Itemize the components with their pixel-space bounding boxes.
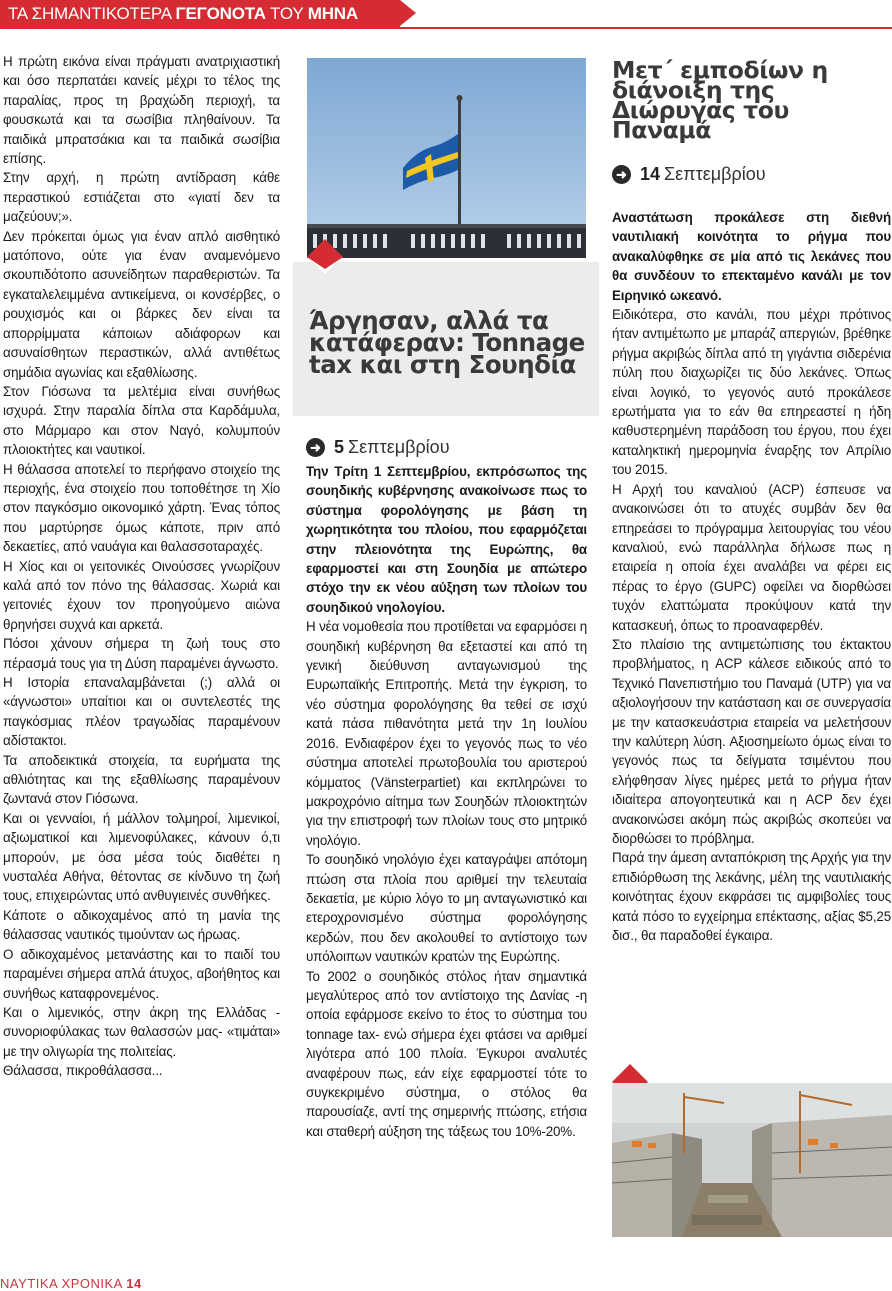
- sweden-article-title: Άργησαν, αλλά τα κατάφεραν: Tonnage tax και στη Σουηδία: [309, 306, 585, 379]
- section-title-part: ΤΑ ΣΗΜΑΝΤΙΚΟΤΕΡΑ: [8, 4, 176, 23]
- swedish-flag-photo: [307, 58, 586, 258]
- publication-name: ΝΑΥΤΙΚΑ ΧΡΟΝΙΚΑ: [0, 1276, 123, 1291]
- paragraph: Η νέα νομοθεσία που προτίθεται να εφαρμόσει η σουηδική κυβέρνηση θα εξεταστεί και από τη γενική διεύθυνση ανταγωνισμού της Ευρωπαϊκής Επιτροπής. Μετά την έγκριση, το νέο σύστημα φορολόγησης θα τεθεί σε ισχύ κατά πάσα πιθανότητα μετά την 1η Ιουλίου 2016. Ενδιαφέρον έχει το γεγονός πως το νέο σύστημα αποτελεί πρωτοβουλία του αριστερού κόμματος (Vänsterpartiet) και εκπληρώνει το μακροχρόνιο αίτημα των Σουηδών πλοιοκτητών για την επιστροφή των πλοίων τους στο μητρικό νηολόγιο.: [306, 619, 587, 848]
- page-number: 14: [126, 1276, 142, 1291]
- panama-dateline: [612, 164, 766, 185]
- left-column-text: [3, 52, 280, 1081]
- paragraph: Θάλασσα, πικροθάλασσα...: [3, 1063, 163, 1079]
- panama-article-body: [612, 208, 891, 945]
- header-rule: [0, 27, 892, 29]
- paragraph: Πόσοι χάνουν σήμερα τη ζωή τους στο πέρασμά τους για τη Δύση παραμένει άγνωστο.: [3, 636, 280, 671]
- date-day: 5: [334, 437, 345, 457]
- article-lead: Αναστάτωση προκάλεσε στη διεθνή ναυτιλιακή κοινότητα το ρήγμα που ανακαλύφθηκε σε μία από τις λεκάνες που θα συνδέουν το επεκταμένο κανάλι με τον Ειρηνικό ωκεανό.: [612, 210, 891, 303]
- paragraph: Στον Γιόσωνα τα μελτέμια είναι συνήθως ισχυρά. Στην παραλία δίπλα στα Καρδάμυλα, στο Μάρμαρο και στον Ναγό, κολυμπούν πλοιοκτήτες και ναυτικοί.: [3, 383, 280, 458]
- section-title-bold: ΜΗΝΑ: [307, 4, 358, 23]
- paragraph: Και οι γενναίοι, ή μάλλον τολμηροί, λιμενικοί, αξιωματικοί και λιμενοφύλακες, κάνουν ό,τι μπορούν, με όσα μέσα τούς διαθέτει η νυσταλέα Αθήνα, θέτοντας σε κίνδυνο τη ζωή τους, επιχειρώντας υπό ανθυγιεινές συνθήκες.: [3, 810, 280, 904]
- date-day: 14: [640, 164, 661, 184]
- paragraph: Το σουηδικό νηολόγιο έχει καταγράψει απότομη πτώση στα πλοία που αριθμεί την τελευταία δεκαετία, με κύριο λόγο το μη ανταγωνιστικό και ετεροχρονισμένο σύστημα φορολόγησης κερδών, που δεν ακολουθεί το αντίστοιχο των υπόλοιπων ναυτικών κρατών της Ευρώπης.: [306, 852, 587, 965]
- paragraph: Η πρώτη εικόνα είναι πράγματι ανατριχιαστική και όσο περπατάει κανείς μέχρι το τέλος της παραλίας, προς τη βραχώδη περιοχή, τα φουσκωτά και τα σωσίβια πληθαίνουν. Τα παιδικά μπρατσάκια και τα παιδικά σωσίβια επίσης.: [3, 54, 280, 167]
- section-title-bold: ΓΕΓΟΝΟΤΑ: [175, 4, 266, 23]
- paragraph: Και ο λιμενικός, στην άκρη της Ελλάδας - συνοριοφύλακας των θαλασσών μας- «τιμάται» με την ολιγωρία της πολιτείας.: [3, 1004, 280, 1059]
- panama-article-title: Μετ΄ εμποδίων η διάνοιξη της Διώρυγας του Παναμά: [612, 56, 828, 144]
- paragraph: Η Χίος και οι γειτονικές Οινούσσες γνωρίζουν καλά από τον πόνο της θάλασσας. Χωριά και γειτονιές έχουν τον προηγούμενο αιώνα θρηνήσει συχνά και αρκετά.: [3, 558, 280, 632]
- paragraph: Ειδικότερα, στο κανάλι, που μέχρι πρότινος ήταν αντιμέτωπο με μπαράζ απεργιών, βρέθηκε ρήγμα ακριβώς δίπλα από τη γιγάντια σιδερένια πύλη που διαχωρίζει τις δύο λεκάνες. Όπως είναι λογικό, το γεγονός αυτό προκάλεσε ερωτήματα για το εάν θα επηρεαστεί η ήδη καθυστερημένη παράδοση του έργου, που έχει καταληκτική ημερομηνία έναρξης τον Απρίλιο του 2015.: [612, 307, 891, 478]
- paragraph: Δεν πρόκειται όμως για έναν απλό αισθητικό ματόπονο, ούτε για έναν αναμενόμενο σκουπιδότοπο ασυνείδητων παραθεριστών. Τα εγκαταλελειμμένα αντικείμενα, οι κονσέρβες, ο ρουχισμός και οι βάρκες δεν είναι τα απορρίμματα κάποιων αδιάφορων και ασυναίσθητων περαστικών, αλλά αντιθέτως σημάδια αγωνίας και εξαθλίωσης.: [3, 228, 280, 380]
- sweden-article-body: [306, 462, 587, 1141]
- article-lead: Την Τρίτη 1 Σεπτεμβρίου, εκπρόσωπος της σουηδικής κυβέρνησης ανακοίνωσε πως το σύστημα φορολόγησης με βάση τη χωρητικότητα του πλοίου, που εφαρμόζεται στην πλειονότητα της Ευρώπης, θα εφαρμοστεί και στη Σουηδία με απώτερο στόχο την εκ νέου αύξηση των πλοίων του σουηδικού νηολογίου.: [306, 464, 587, 615]
- page-footer: [0, 1276, 142, 1291]
- sweden-dateline: [306, 437, 450, 458]
- paragraph: Στην αρχή, η πρώτη αντίδραση κάθε περαστικού εστιάζεται στο «γιατί δεν τα μαζεύουν;».: [3, 170, 280, 225]
- red-corner-marker: [307, 239, 343, 275]
- swedish-flag-illustration: [307, 58, 586, 258]
- paragraph: Παρά την άμεση ανταπόκριση της Αρχής για την επιδιόρθωση της λεκάνης, μέλη της ναυτιλιακής κοινότητας έχουν εκφράσει τις αμφιβολίες τους κατά πόσο το εγχείρημα επέκτασης, αξίας $5,25 δισ., θα παραδοθεί έγκαιρα.: [612, 850, 891, 944]
- date-month: Σεπτεμβρίου: [664, 164, 766, 184]
- paragraph: Τα αποδεικτικά στοιχεία, τα ευρήματα της αθλιότητας και της εξαθλίωσης παραμένουν ζωντανά στον Γιόσωνα.: [3, 752, 280, 807]
- panama-canal-photo: [612, 1083, 892, 1237]
- section-title: [8, 3, 358, 24]
- arrow-right-circle-icon: ➜: [306, 438, 325, 457]
- paragraph: Ο αδικοχαμένος μετανάστης και το παιδί του παραμένει σήμερα απλά άτυχος, αβοήθητος και συνήθως καταφρονεμένος.: [3, 946, 280, 1001]
- paragraph: Το 2002 ο σουηδικός στόλος ήταν σημαντικά μεγαλύτερος από τον αντίστοιχο της Δανίας -η οποία εφάρμοσε εκείνο το έτος το σύστημα του tonnage tax- ενώ σήμερα έχει φτάσει να αριθμεί λιγότερα από 100 πλοία. Έγκυροι αναλυτές αναφέρουν πως, εάν είχε εφαρμοστεί τότε το συγκεκριμένο σύστημα, ο στόλος θα παρουσίαζε, αντί της σημερινής πτώσης, ετήσια και σταθερή αύξηση της τάξεως του 10%-20%.: [306, 968, 587, 1139]
- banner-arrow: [400, 0, 416, 26]
- paragraph: Κάποτε ο αδικοχαμένος από τη μανία της θάλασσας ναυτικός τιμούνταν ως ήρωας.: [3, 907, 280, 943]
- date-month: Σεπτεμβρίου: [348, 437, 450, 457]
- paragraph: Η Αρχή του καναλιού (ACP) έσπευσε να ανακοινώσει ότι το ατυχές συμβάν δεν θα επηρεάσει το πρόγραμμα λειτουργίας του νέου καναλιού, ενώ παράλληλα δήλωσε πως η εταιρεία η οποία έχει αναλάβει να φέρει εις πέρας το έργο (GUPC) οφείλει να διορθώσει τυχόν ελαττώματα προκύψουν κατά την κατασκευή, όπως το προαναφερθέν.: [612, 481, 891, 633]
- paragraph: Η Ιστορία επαναλαμβάνεται (;) αλλά οι «άγνωστοι» υπαίτιοι και οι συντελεστές της παγκόσμιας πλέον τραγωδίας παραμένουν αδίστακτοι.: [3, 675, 280, 749]
- section-title-part: ΤΟΥ: [265, 4, 308, 23]
- section-banner: [0, 0, 400, 27]
- arrow-right-circle-icon: ➜: [612, 165, 631, 184]
- canal-construction-illustration: [612, 1083, 892, 1237]
- paragraph: Στο πλαίσιο της αντιμετώπισης του έκτακτου προβλήματος, η ACP κάλεσε ειδικούς από το Τεχνικό Πανεπιστήμιο του Παναμά (UTP) για να αξιολογήσουν την κατάσταση και σε συνεργασία με την κατασκευάστρια εταιρεία να μελετήσουν την καλύτερη λύση. Αξιοσημείωτο όμως είναι το γεγονός πως τα δείγματα τσιμέντου που ελήφθησαν λίγες ημέρες μετά το ρήγμα ήταν ιδιαίτερα απογοητευτικά και η ACP δεν έχει ανακοινώσει ακόμη πώς ακριβώς σκοπεύει να διορθώσει το πρόβλημα.: [612, 636, 891, 846]
- paragraph: Η θάλασσα αποτελεί το περήφανο στοιχείο της περιοχής, ένα στοιχείο που τοποθέτησε τη Χίο στον παγκόσμιο οικονομικό χάρτη. Ένας τόπος που μαρτύρησε όμως κάποτε, πριν από δεκαετίες, από ναυάγια και θαλασσοταραχές.: [3, 461, 280, 555]
- sweden-title-box: [293, 262, 599, 416]
